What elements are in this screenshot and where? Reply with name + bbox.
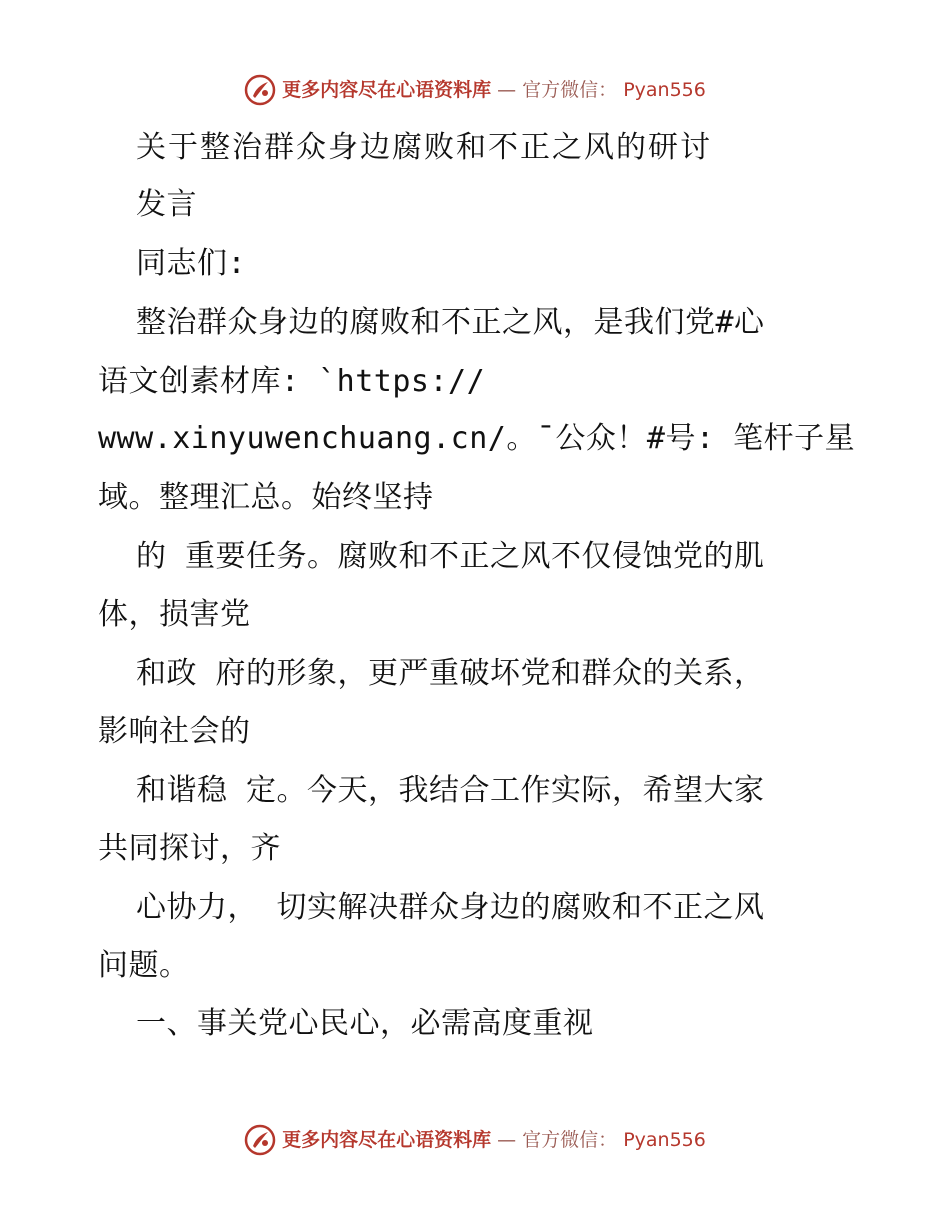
document-title-line-2: 发言 xyxy=(136,187,197,222)
watermark-dash: — xyxy=(497,79,517,101)
paragraph-line: 体，损害党 xyxy=(98,597,251,632)
paragraph-line: 域。整理汇总。始终坚持 xyxy=(98,480,434,515)
paragraph-line: 影响社会的 xyxy=(98,714,251,749)
paragraph-line: 和谐稳 定。今天，我结合工作实际，希望大家 xyxy=(136,773,765,808)
document-title-line-1: 关于整治群众身边腐败和不正之风的研讨 xyxy=(136,130,712,165)
brand-logo-icon xyxy=(244,74,276,106)
watermark-label: 官方微信： xyxy=(522,1129,618,1151)
watermark-label: 官方微信： xyxy=(522,79,618,101)
paragraph-line: 整治群众身边的腐败和不正之风，是我们党#心 xyxy=(136,305,765,340)
footer-watermark xyxy=(0,1123,950,1157)
watermark-dash: — xyxy=(497,1129,517,1151)
paragraph-line: 心协力， 切实解决群众身边的腐败和不正之风 xyxy=(136,890,765,925)
section-heading: 一、事关党心民心，必需高度重视 xyxy=(136,1006,594,1041)
watermark-wechat-id: Pyan556 xyxy=(623,79,706,101)
paragraph-line: 的 重要任务。腐败和不正之风不仅侵蚀党的肌 xyxy=(136,539,765,574)
brand-logo-icon xyxy=(244,1124,276,1156)
greeting: 同志们: xyxy=(136,246,247,281)
paragraph-line: 共同探讨，齐 xyxy=(98,831,281,866)
watermark-text: 更多内容尽在心语资料库 xyxy=(282,1129,492,1151)
paragraph-line: www.xinyuwenchuang.cn/。¯公众！#号: 笔杆子星 xyxy=(98,421,856,456)
paragraph-line: 问题。 xyxy=(98,948,190,983)
watermark-text: 更多内容尽在心语资料库 xyxy=(282,79,492,101)
paragraph-line: 和政 府的形象，更严重破坏党和群众的关系， xyxy=(136,656,765,691)
watermark-wechat-id: Pyan556 xyxy=(623,1129,706,1151)
paragraph-line: 语文创素材库: `https:// xyxy=(98,364,486,399)
header-watermark xyxy=(0,73,950,107)
